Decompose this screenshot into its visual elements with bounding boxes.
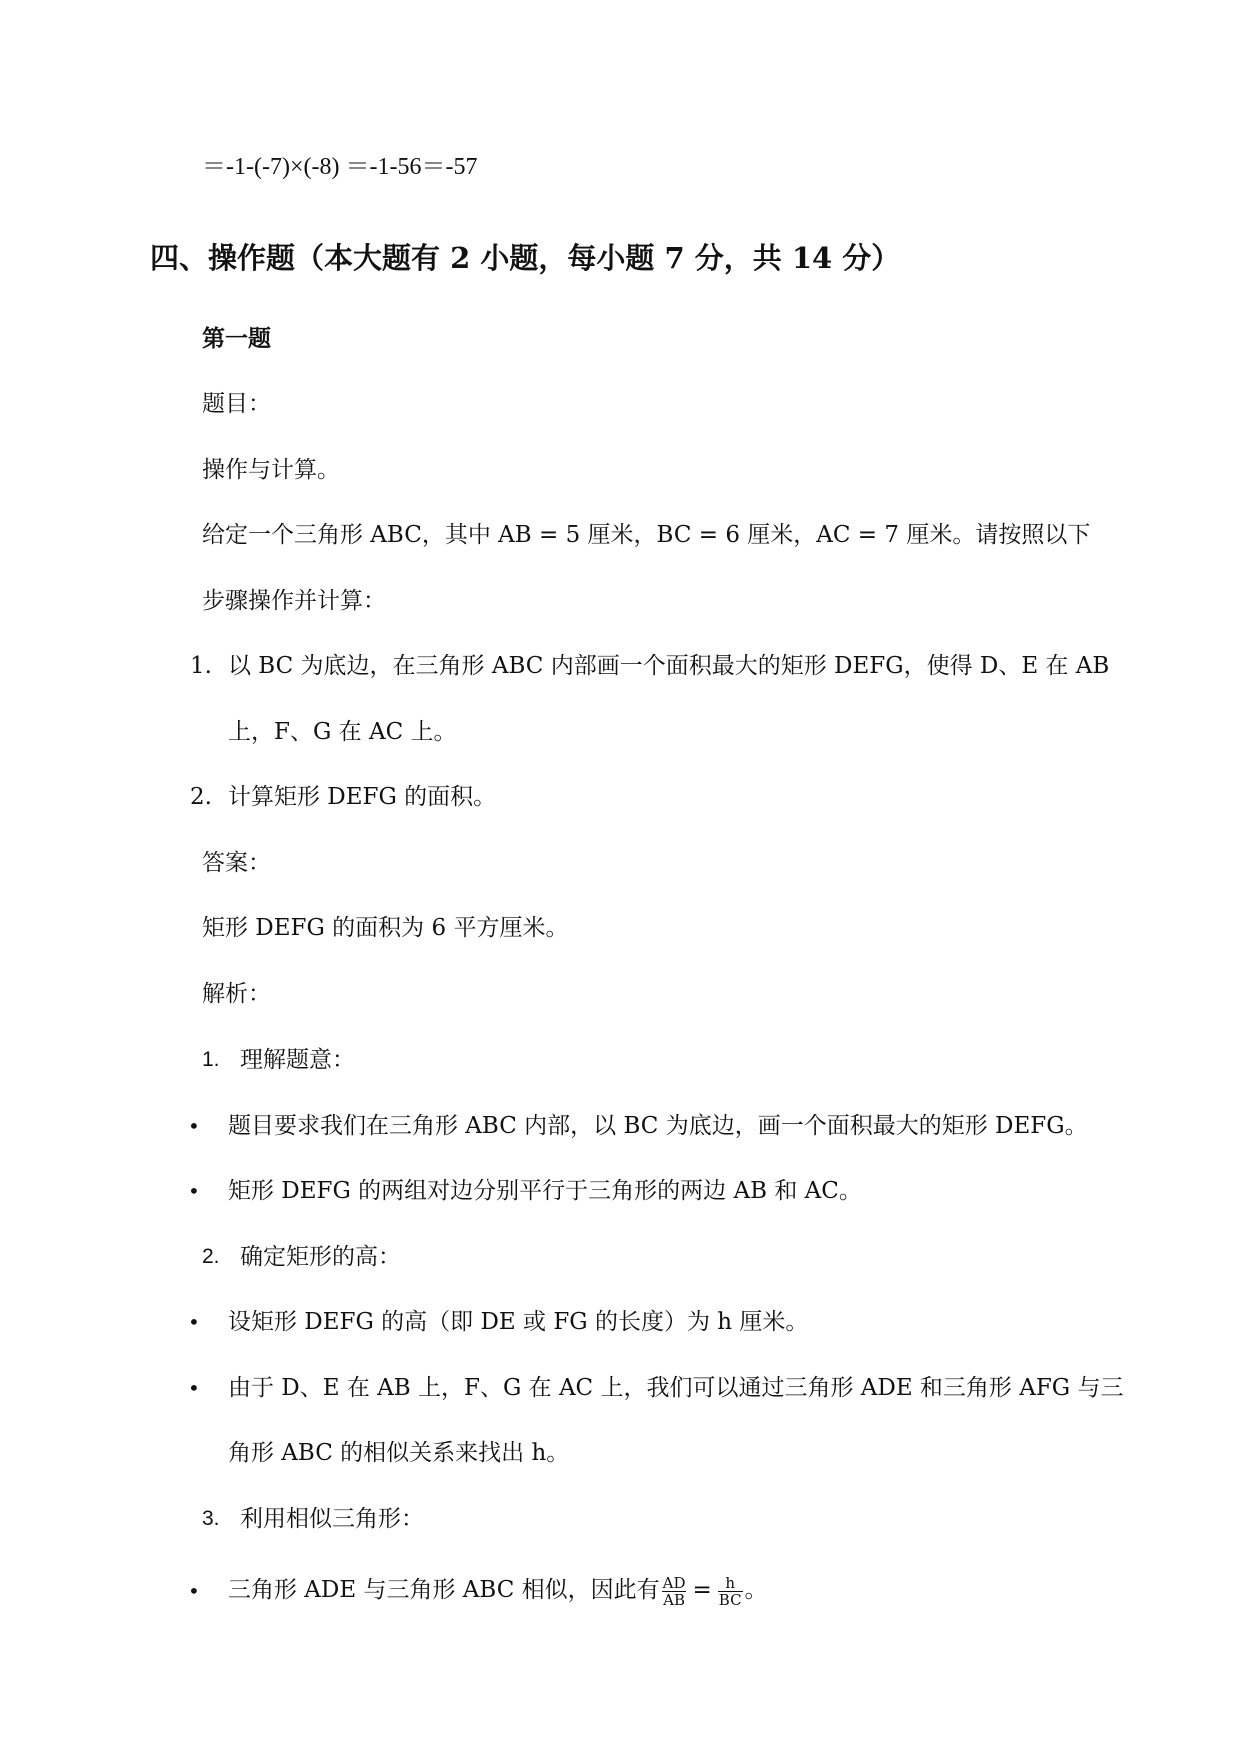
bullet-icon: •: [188, 1310, 200, 1334]
step-1-marker: 1.: [190, 653, 212, 679]
analysis-part2-bullet2-line2: 角形 ABC 的相似关系来找出 h。: [228, 1440, 570, 1466]
question-label: 题目：: [202, 391, 271, 417]
analysis-label: 解析：: [202, 981, 271, 1007]
fraction-numerator: AD: [662, 1573, 686, 1592]
analysis-part3-title: 利用相似三角形：: [240, 1506, 424, 1532]
bullet-icon: •: [188, 1179, 200, 1203]
sentence-end: 。: [744, 1577, 768, 1603]
fraction-ad-ab: [662, 1575, 687, 1608]
analysis-part2-bullet1: 设矩形 DEFG 的高（即 DE 或 FG 的长度）为 h 厘米。: [228, 1309, 809, 1335]
analysis-part2-marker: 2.: [202, 1245, 220, 1268]
section-title: 四、操作题（本大题有 2 小题，每小题 7 分，共 14 分）: [150, 241, 901, 275]
step-2-marker: 2.: [190, 784, 212, 810]
analysis-part3-bullet1: [228, 1565, 768, 1615]
answer-label: 答案：: [202, 850, 271, 876]
similarity-text: 三角形 ADE 与三角形 ABC 相似，因此有: [228, 1577, 660, 1603]
equals-sign: =: [692, 1577, 712, 1603]
analysis-part2-title: 确定矩形的高：: [240, 1244, 401, 1270]
step-2-line1: 计算矩形 DEFG 的面积。: [228, 784, 497, 810]
question-heading: 第一题: [202, 325, 271, 352]
answer-text: 矩形 DEFG 的面积为 6 平方厘米。: [202, 915, 569, 941]
bullet-icon: •: [188, 1376, 200, 1400]
fraction-denominator: AB: [663, 1590, 685, 1609]
step-1-line1: 以 BC 为底边，在三角形 ABC 内部画一个面积最大的矩形 DEFG，使得 D、E 在 AB: [228, 653, 1110, 679]
step-1-line2: 上，F、G 在 AC 上。: [228, 719, 457, 745]
fraction-numerator: h: [718, 1575, 743, 1592]
analysis-part1-title: 理解题意：: [240, 1047, 355, 1073]
analysis-part2-bullet2-line1: 由于 D、E 在 AB 上，F、G 在 AC 上，我们可以通过三角形 ADE 和三角形 AFG 与三: [228, 1375, 1124, 1401]
analysis-part1-bullet1: 题目要求我们在三角形 ABC 内部，以 BC 为底边，画一个面积最大的矩形 DEFG。: [228, 1113, 1088, 1139]
analysis-part3-marker: 3.: [202, 1507, 220, 1530]
bullet-icon: •: [188, 1114, 200, 1138]
analysis-part1-bullet2: 矩形 DEFG 的两组对边分别平行于三角形的两边 AB 和 AC。: [228, 1178, 862, 1204]
question-statement-line2: 步骤操作并计算：: [202, 588, 386, 614]
bullet-icon: •: [188, 1579, 200, 1603]
question-statement-line1: 给定一个三角形 ABC，其中 AB = 5 厘米，BC = 6 厘米，AC = 7 厘米。请按照以下: [202, 522, 1091, 548]
equation-line: ＝-1-(-7)×(-8) ＝-1-56＝-57: [202, 154, 478, 180]
question-intro: 操作与计算。: [202, 457, 340, 483]
fraction-denominator: BC: [718, 1590, 742, 1609]
fraction-h-bc: [718, 1575, 743, 1608]
analysis-part1-marker: 1.: [202, 1048, 220, 1071]
